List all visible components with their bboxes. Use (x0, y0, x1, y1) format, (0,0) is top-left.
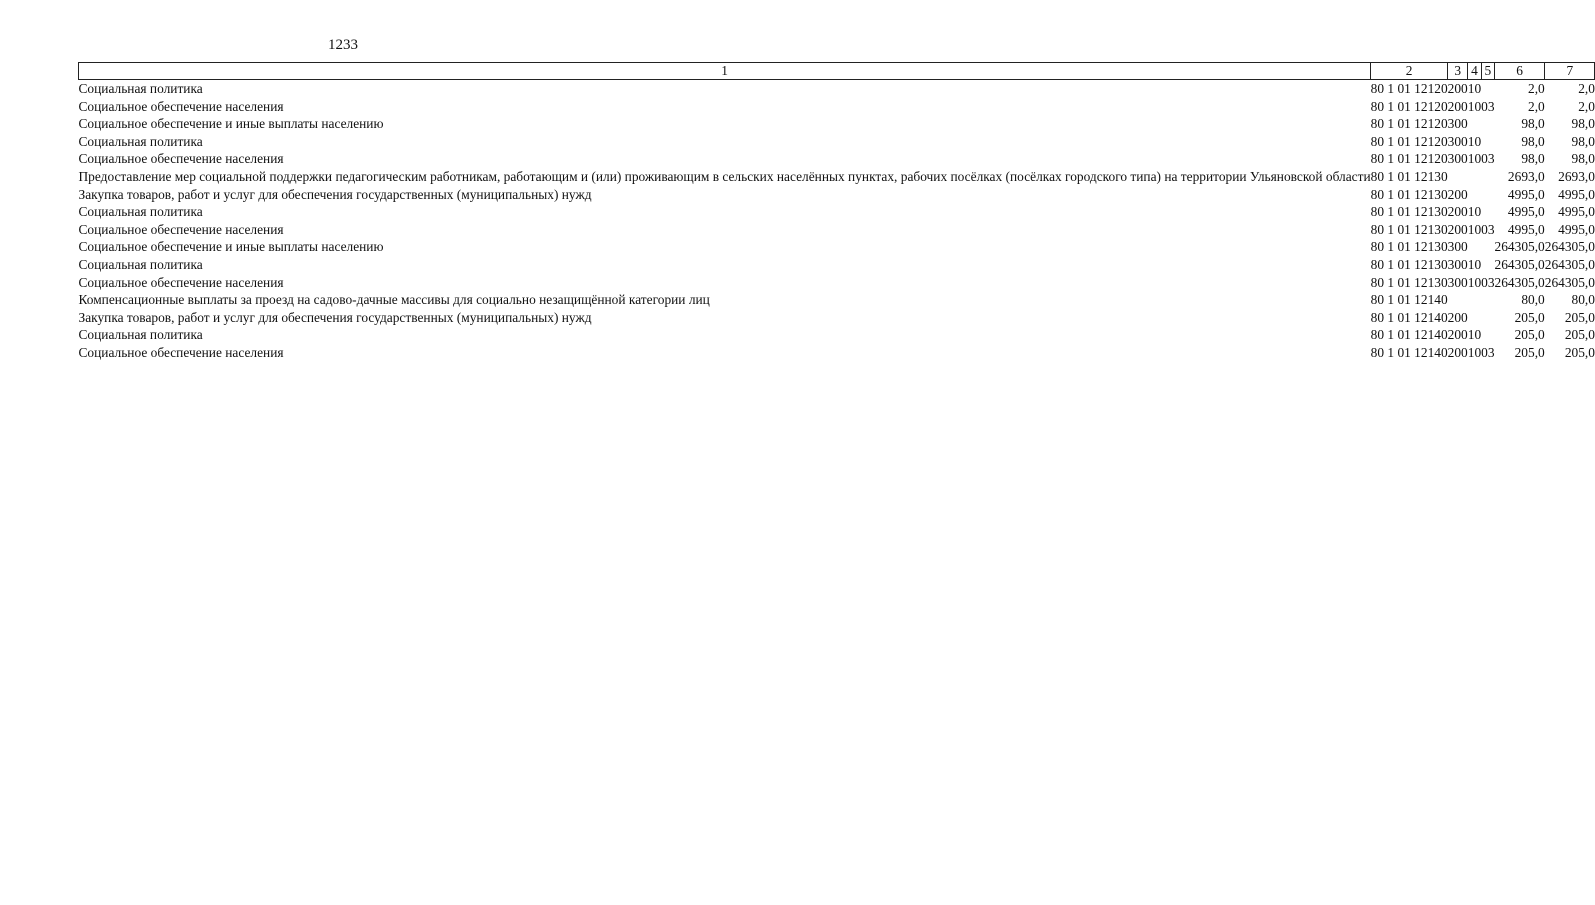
row-value-6: 205,0 (1514, 327, 1545, 343)
row-code: 80 1 01 12130 (1370, 256, 1448, 272)
budget-table (78, 62, 1595, 362)
table-row (79, 326, 1595, 344)
table-row (79, 80, 1595, 98)
row-value-6: 98,0 (1521, 116, 1545, 132)
row-value-6: 205,0 (1514, 309, 1545, 325)
row-code: 80 1 01 12130 (1370, 221, 1448, 237)
row-col-3 (1448, 168, 1468, 186)
row-value-7: 205,0 (1564, 344, 1595, 360)
row-value-7: 205,0 (1564, 309, 1595, 325)
table-row (79, 186, 1595, 204)
row-value-6: 264305,0 (1494, 274, 1545, 290)
row-col-4: 10 (1467, 98, 1482, 114)
row-value-6: 4995,0 (1507, 221, 1545, 237)
row-col-4 (1468, 115, 1481, 133)
header-col-6: 6 (1495, 63, 1545, 80)
row-col-3: 200 (1447, 98, 1468, 114)
row-col-3 (1448, 291, 1468, 309)
row-code: 80 1 01 12120 (1370, 133, 1448, 149)
row-value-6: 205,0 (1514, 344, 1545, 360)
row-code: 80 1 01 12130 (1370, 204, 1448, 220)
row-col-3: 200 (1447, 327, 1468, 343)
row-value-6: 4995,0 (1507, 186, 1545, 202)
row-col-5: 03 (1481, 221, 1495, 237)
row-col-3: 200 (1447, 81, 1468, 96)
row-col-4: 10 (1467, 274, 1482, 290)
row-col-3: 300 (1447, 239, 1468, 255)
row-code: 80 1 01 12140 (1370, 309, 1448, 325)
row-value-6: 2,0 (1528, 81, 1545, 96)
table-row (79, 150, 1595, 168)
row-name: Социальное обеспечение населения (78, 98, 284, 114)
row-name: Социальная политика (78, 204, 203, 220)
row-name: Компенсационные выплаты за проезд на садово-дачные массивы для социально незащищённой категории лиц (78, 292, 710, 308)
table-row (79, 133, 1595, 151)
row-col-5 (1481, 291, 1494, 309)
page-number: 1233 (328, 37, 358, 53)
row-col-5: 03 (1481, 274, 1495, 290)
table-row (79, 238, 1595, 256)
row-col-5 (1481, 326, 1494, 344)
row-code: 80 1 01 12120 (1370, 81, 1448, 96)
header-col-2: 2 (1371, 63, 1448, 80)
row-name: Социальная политика (78, 327, 203, 343)
row-name: Предоставление мер социальной поддержки педагогическим работникам, работающим и (или) проживающим в сельских населённых пунктах, рабочих посёлках (посёлках городского типа) на территории Ульяновской области (78, 168, 1371, 184)
row-col-3: 200 (1447, 221, 1468, 237)
row-col-3: 300 (1447, 256, 1468, 272)
row-value-7: 98,0 (1571, 151, 1595, 167)
table-row (79, 168, 1595, 186)
row-value-7: 2,0 (1578, 98, 1595, 114)
row-code: 80 1 01 12130 (1370, 186, 1448, 202)
row-value-7: 98,0 (1571, 116, 1595, 132)
row-col-3: 300 (1447, 116, 1468, 132)
row-value-6: 80,0 (1521, 292, 1545, 308)
header-col-3: 3 (1448, 63, 1468, 80)
row-col-4: 10 (1467, 256, 1482, 272)
row-value-7: 4995,0 (1558, 221, 1595, 237)
header-col-5: 5 (1481, 63, 1494, 80)
row-col-5 (1481, 256, 1494, 274)
row-value-7: 264305,0 (1544, 274, 1595, 290)
row-name: Социальное обеспечение населения (78, 221, 284, 237)
row-value-7: 80,0 (1571, 292, 1595, 308)
row-col-3: 200 (1447, 309, 1468, 325)
header-col-1: 1 (79, 63, 1371, 80)
row-value-7: 264305,0 (1544, 256, 1595, 272)
row-code: 80 1 01 12130 (1370, 274, 1448, 290)
row-value-7: 264305,0 (1544, 239, 1595, 255)
header-row (79, 63, 1595, 80)
row-code: 80 1 01 12140 (1370, 327, 1448, 343)
row-col-5: 03 (1481, 98, 1495, 114)
row-value-6: 2693,0 (1507, 168, 1545, 184)
row-col-5 (1481, 186, 1494, 204)
row-col-3: 200 (1447, 344, 1468, 360)
row-col-4: 10 (1467, 327, 1482, 343)
table-row (79, 274, 1595, 292)
row-value-7: 98,0 (1571, 133, 1595, 149)
row-value-7: 4995,0 (1558, 204, 1595, 220)
row-value-6: 264305,0 (1494, 239, 1545, 255)
row-col-3: 300 (1447, 133, 1468, 149)
row-code: 80 1 01 12120 (1370, 116, 1448, 132)
row-col-5 (1481, 133, 1494, 151)
row-col-4 (1468, 291, 1481, 309)
row-col-3: 300 (1447, 274, 1468, 290)
table-row (79, 203, 1595, 221)
row-value-7: 2,0 (1578, 81, 1595, 96)
row-value-7: 205,0 (1564, 327, 1595, 343)
row-col-3: 300 (1447, 151, 1468, 167)
header-col-7: 7 (1545, 63, 1595, 80)
row-name: Социальная политика (78, 133, 203, 149)
row-name: Социальная политика (78, 256, 203, 272)
row-code: 80 1 01 12120 (1370, 98, 1448, 114)
table-row (79, 309, 1595, 327)
row-name: Закупка товаров, работ и услуг для обеспечения государственных (муниципальных) нужд (78, 309, 592, 325)
row-col-4: 10 (1467, 204, 1482, 220)
row-col-5 (1481, 238, 1494, 256)
row-value-6: 98,0 (1521, 151, 1545, 167)
row-code: 80 1 01 12130 (1370, 239, 1448, 255)
row-value-6: 2,0 (1528, 98, 1545, 114)
row-name: Социальное обеспечение населения (78, 344, 284, 360)
row-col-3: 200 (1447, 186, 1468, 202)
row-col-4 (1468, 186, 1481, 204)
row-name: Социальное обеспечение и иные выплаты населению (78, 239, 384, 255)
table-row (79, 115, 1595, 133)
row-name: Социальная политика (78, 81, 203, 96)
row-code: 80 1 01 12130 (1370, 168, 1448, 184)
table-row (79, 98, 1595, 116)
row-col-4 (1468, 309, 1481, 327)
row-value-6: 264305,0 (1494, 256, 1545, 272)
row-col-4 (1468, 238, 1481, 256)
table-row (79, 291, 1595, 309)
row-col-4: 10 (1467, 151, 1482, 167)
row-name: Закупка товаров, работ и услуг для обеспечения государственных (муниципальных) нужд (78, 186, 592, 202)
row-code: 80 1 01 12120 (1370, 151, 1448, 167)
row-col-5 (1481, 203, 1494, 221)
row-name: Социальное обеспечение населения (78, 274, 284, 290)
header-col-4: 4 (1468, 63, 1481, 80)
row-col-5 (1481, 80, 1494, 98)
row-col-5: 03 (1481, 344, 1495, 360)
row-name: Социальное обеспечение и иные выплаты населению (78, 116, 384, 132)
row-col-4 (1468, 168, 1481, 186)
row-col-5 (1481, 115, 1494, 133)
row-value-7: 4995,0 (1558, 186, 1595, 202)
row-code: 80 1 01 12140 (1370, 344, 1448, 360)
row-value-6: 98,0 (1521, 133, 1545, 149)
row-col-4: 10 (1467, 133, 1482, 149)
row-value-6: 4995,0 (1507, 204, 1545, 220)
row-col-5 (1481, 168, 1494, 186)
row-col-3: 200 (1447, 204, 1468, 220)
table-row (79, 256, 1595, 274)
table-row (79, 344, 1595, 362)
row-code: 80 1 01 12140 (1370, 292, 1448, 308)
row-col-4: 10 (1467, 344, 1482, 360)
row-value-7: 2693,0 (1558, 168, 1595, 184)
row-col-4: 10 (1467, 81, 1482, 96)
row-col-5: 03 (1481, 151, 1495, 167)
row-col-4: 10 (1467, 221, 1482, 237)
row-col-5 (1481, 309, 1494, 327)
row-name: Социальное обеспечение населения (78, 151, 284, 167)
table-row (79, 221, 1595, 239)
